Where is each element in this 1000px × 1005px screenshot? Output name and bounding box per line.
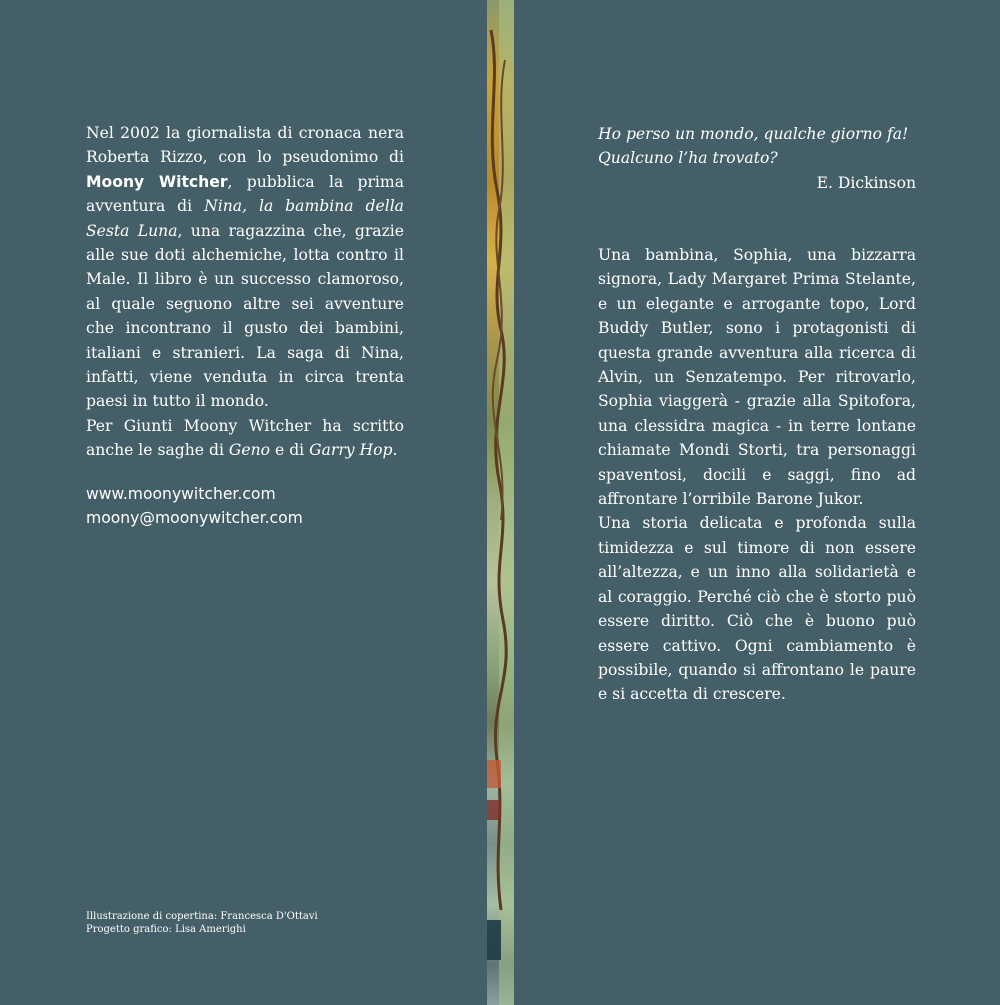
author-contacts [86,482,416,530]
saga-title: Geno [228,441,271,460]
author-name: Moony Witcher [86,172,228,191]
left-flap [0,0,487,1005]
epigraph-line: Ho perso un mondo, qualche giorno fa! [598,125,909,143]
bio-text: Per Giunti Moony Witcher ha scritto anche le saghe di [86,416,404,460]
synopsis-paragraph: Una bambina, Sophia, una bizzarra signora, Lady Margaret Prima Stelante, e un elegante e arrogante topo, Lord Buddy Butler, sono i protagonisti di questa grande avventura alla ricerca di Alvin, un Senzatempo. Per ritrovarlo, Sophia viaggerà - grazie alla Spitofora, una clessidra magica - in terre lontane chiamate Mondi Storti, tra personaggi spaventosi, docili e saggi, fino ad affrontare l’orribile Barone Jukor. [598,246,916,509]
bio-paragraph [86,414,404,463]
epigraph-line: Qualcuno l’ha trovato? [598,149,778,168]
epigraph-attribution: E. Dickinson [816,173,916,192]
cover-spine-strip [487,0,514,1005]
author-bio [86,121,404,463]
bio-text: , una ragazzina che, grazie alle sue doti alchemiche, lotta contro il Male. Il libro è un successo clamoroso, al quale seguono altre sei avventure che incontrano il gusto dei bambini, italiani e stranieri. La saga di Nina, infatti, viene venduta in circa trenta paesi in tutto il mondo. [86,221,405,411]
bio-paragraph [86,121,404,414]
synopsis [598,243,916,707]
credits [86,910,416,936]
bio-text: e di [270,441,310,460]
illustration-credit: Illustrazione di copertina: Francesca D'Ottavi [86,911,318,922]
cover-illustration-strip [487,0,514,1005]
saga-title: Garry Hop [309,441,393,460]
bio-text: , pubblica la prima avventura di [86,172,404,216]
website-link[interactable]: www.moonywitcher.com [86,485,276,503]
synopsis-paragraph: Una storia delicata e profonda sulla timidezza e sul timore di non essere all’altezza, e un inno alla solidarietà e al coraggio. Perché ciò che è storto può essere diritto. Ciò che è buono può essere cattivo. Ogni cambiamento è possibile, quando si affrontano le paure e si accetta di crescere. [598,514,916,704]
bio-text: Nel 2002 la giornalista di cronaca nera Roberta Rizzo, con lo pseudonimo di [86,124,404,167]
design-credit: Progetto grafico: Lisa Amerighi [86,924,246,935]
bio-text: . [392,441,398,460]
email-link[interactable]: moony@moonywitcher.com [86,509,303,527]
book-title: Nina, la bambina della Sesta Luna [86,197,404,240]
epigraph [598,122,916,195]
